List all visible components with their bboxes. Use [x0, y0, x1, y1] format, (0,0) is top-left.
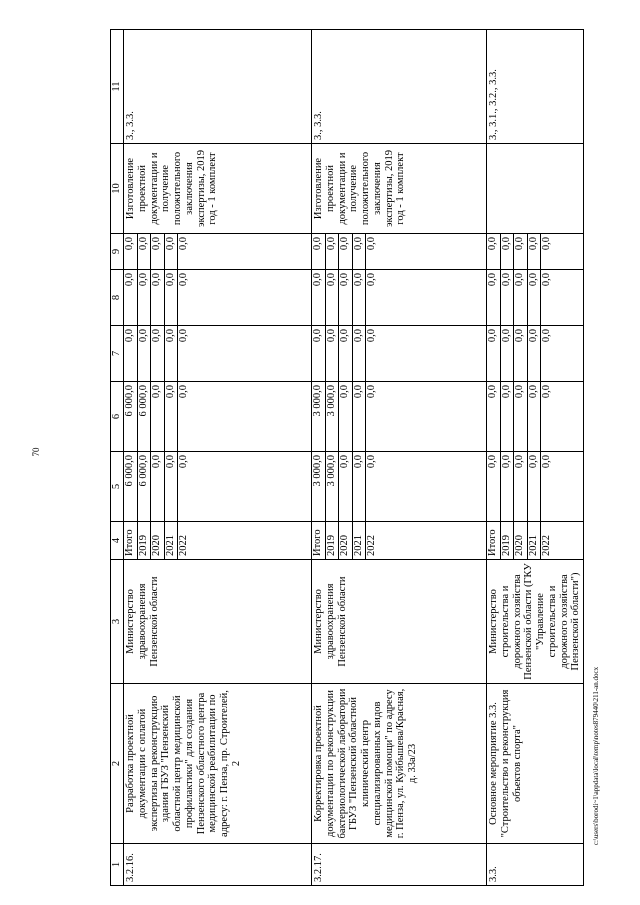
value-cell: 0,0 [366, 237, 377, 251]
value-cell: 6 000,0 [124, 452, 138, 521]
value-cell: 0,0 [487, 452, 501, 521]
value-cell: 0,0 [514, 234, 528, 269]
value-cell: 0,0 [487, 270, 501, 325]
value-list-col5 [487, 452, 584, 522]
value-cell: 0,0 [339, 326, 353, 381]
value-cell: 0,0 [487, 326, 501, 381]
value-cell: 0,0 [366, 385, 377, 399]
expected-result: Изготовление проектной документации и получение положительного заключения экспертизы, 2019 год - 1 комплект [312, 144, 487, 234]
value-cell: 0,0 [339, 452, 353, 521]
value-list-col6 [487, 382, 584, 452]
page-number: 70 [31, 447, 41, 457]
executor: Министерство здравоохранения Пензенской области [124, 560, 312, 684]
value-cell: 0,0 [178, 273, 189, 287]
value-cell: 0,0 [541, 385, 552, 399]
value-cell: 0,0 [487, 234, 501, 269]
value-list-col6 [312, 382, 487, 452]
executor: Министерство здравоохранения Пензенской области [312, 560, 487, 684]
expected-result [487, 144, 584, 234]
year-cell: 2020 [339, 522, 353, 559]
value-cell: 0,0 [353, 326, 367, 381]
value-cell: 0,0 [353, 270, 367, 325]
expected-result: Изготовление проектной документации и получение положительного заключения экспертизы, 2019 год - 1 комплект [124, 144, 312, 234]
value-cell: 0,0 [151, 326, 165, 381]
value-cell: 0,0 [487, 382, 501, 451]
value-cell: 0,0 [138, 270, 152, 325]
col-header-8: 8 [111, 270, 124, 326]
col-header-3: 3 [111, 560, 124, 684]
value-cell: 0,0 [541, 237, 552, 251]
value-cell: 0,0 [514, 452, 528, 521]
value-cell: 0,0 [541, 455, 552, 469]
year-cell: 2019 [501, 522, 515, 559]
value-list-col8 [312, 270, 487, 326]
year-cell: 2021 [528, 522, 542, 559]
year-cell: 2022 [541, 535, 552, 556]
row-number: 3.3. [487, 844, 584, 886]
value-cell: 0,0 [353, 382, 367, 451]
value-cell: 0,0 [501, 326, 515, 381]
col-header-4: 4 [111, 522, 124, 560]
value-cell: 0,0 [151, 452, 165, 521]
value-cell: 0,0 [165, 270, 179, 325]
year-list [487, 522, 584, 560]
year-list [312, 522, 487, 560]
value-cell: 0,0 [151, 234, 165, 269]
value-cell: 0,0 [366, 329, 377, 343]
executor: Министерство строительства и дорожного хозяйства Пензенской области (ГКУ "Управление строительства и дорожного хозяйства Пензенской области") [487, 560, 584, 684]
value-cell: 0,0 [138, 234, 152, 269]
value-list-col5 [124, 452, 312, 522]
value-cell: 0,0 [339, 382, 353, 451]
value-cell: 0,0 [528, 234, 542, 269]
value-cell: 0,0 [326, 270, 340, 325]
value-list-col7 [312, 326, 487, 382]
value-cell: 0,0 [178, 237, 189, 251]
value-cell: 0,0 [501, 270, 515, 325]
value-cell: 0,0 [165, 452, 179, 521]
indicator-ref: 3., 3.1., 3.2., 3.3. [487, 30, 584, 144]
row-number: 3.2.17. [312, 844, 487, 886]
col-header-5: 5 [111, 452, 124, 522]
value-cell: 0,0 [501, 452, 515, 521]
value-cell: 0,0 [178, 455, 189, 469]
col-header-10: 10 [111, 144, 124, 234]
value-cell: 3 000,0 [312, 382, 326, 451]
value-cell: 0,0 [124, 326, 138, 381]
value-cell: 0,0 [339, 234, 353, 269]
value-cell: 0,0 [165, 234, 179, 269]
value-cell: 6 000,0 [138, 452, 152, 521]
col-header-9: 9 [111, 234, 124, 270]
value-cell: 3 000,0 [312, 452, 326, 521]
year-cell: Итого [312, 522, 326, 559]
value-cell: 0,0 [138, 326, 152, 381]
value-cell: 0,0 [501, 234, 515, 269]
value-cell: 0,0 [528, 452, 542, 521]
measure-name: Корректировка проектной документации по реконструкции бактериологической лаборатории ГБУЗ "Пензенский областной клинический центр специализированных видов медицинской помощи" по адресу г. Пенза, ул. Куйбышева/Красная, д. 33а/23 [312, 684, 487, 844]
value-cell: 0,0 [312, 270, 326, 325]
value-cell: 0,0 [528, 270, 542, 325]
table-row [124, 30, 312, 886]
table-row [312, 30, 487, 886]
value-cell: 0,0 [541, 273, 552, 287]
year-cell: 2022 [178, 535, 189, 556]
value-cell: 0,0 [151, 270, 165, 325]
value-list-col8 [487, 270, 584, 326]
program-table [110, 29, 584, 886]
year-cell: Итого [124, 522, 138, 559]
col-header-11: 11 [111, 30, 124, 144]
col-header-1: 1 [111, 844, 124, 886]
year-cell: 2019 [138, 522, 152, 559]
value-cell: 0,0 [514, 382, 528, 451]
value-cell: 0,0 [528, 382, 542, 451]
value-cell: 0,0 [178, 329, 189, 343]
value-cell: 0,0 [124, 234, 138, 269]
value-cell: 3 000,0 [326, 452, 340, 521]
year-cell: 2019 [326, 522, 340, 559]
indicator-ref: 3., 3.3. [312, 30, 487, 144]
value-cell: 0,0 [124, 270, 138, 325]
value-cell: 6 000,0 [124, 382, 138, 451]
value-list-col5 [312, 452, 487, 522]
row-number: 3.2.16. [124, 844, 312, 886]
year-cell: 2020 [514, 522, 528, 559]
indicator-ref: 3., 3.3. [124, 30, 312, 144]
value-cell: 0,0 [366, 273, 377, 287]
header-row [111, 30, 124, 886]
footer-file-path: c:\users\borodi~1\appdata\local\temp\notes879440\211-an.docx [592, 666, 600, 846]
value-cell: 0,0 [312, 234, 326, 269]
year-cell: Итого [487, 522, 501, 559]
measure-name: Разработка проектной документации с оплатой экспертизы на реконструкцию здания ГБУЗ "Пензенский областной центр медицинской профилактики" для создания Пензенского областного центра медицинской реабилитации по адресу: г. Пенза, пр. Строителей, 2 [124, 684, 312, 844]
col-header-2: 2 [111, 684, 124, 844]
col-header-6: 6 [111, 382, 124, 452]
value-cell: 0,0 [501, 382, 515, 451]
value-list-col6 [124, 382, 312, 452]
rotated-table-wrapper [110, 30, 580, 886]
value-cell: 0,0 [326, 326, 340, 381]
value-cell: 0,0 [514, 270, 528, 325]
year-cell: 2021 [165, 522, 179, 559]
col-header-7: 7 [111, 326, 124, 382]
value-list-col9 [312, 234, 487, 270]
value-cell: 0,0 [353, 452, 367, 521]
year-cell: 2021 [353, 522, 367, 559]
value-cell: 3 000,0 [326, 382, 340, 451]
value-cell: 0,0 [312, 326, 326, 381]
value-cell: 0,0 [151, 382, 165, 451]
measure-name: Основное мероприятие 3.3. "Строительство и реконструкция объектов спорта" [487, 684, 584, 844]
value-cell: 0,0 [178, 385, 189, 399]
value-cell: 0,0 [528, 326, 542, 381]
year-cell: 2020 [151, 522, 165, 559]
value-cell: 6 000,0 [138, 382, 152, 451]
value-cell: 0,0 [339, 270, 353, 325]
value-cell: 0,0 [541, 329, 552, 343]
value-cell: 0,0 [366, 455, 377, 469]
value-list-col7 [487, 326, 584, 382]
value-cell: 0,0 [165, 326, 179, 381]
value-list-col7 [124, 326, 312, 382]
year-cell: 2022 [366, 535, 377, 556]
year-list [124, 522, 312, 560]
value-list-col9 [124, 234, 312, 270]
table-row [487, 30, 584, 886]
value-cell: 0,0 [514, 326, 528, 381]
value-cell: 0,0 [353, 234, 367, 269]
value-list-col8 [124, 270, 312, 326]
value-cell: 0,0 [165, 382, 179, 451]
value-list-col9 [487, 234, 584, 270]
value-cell: 0,0 [326, 234, 340, 269]
